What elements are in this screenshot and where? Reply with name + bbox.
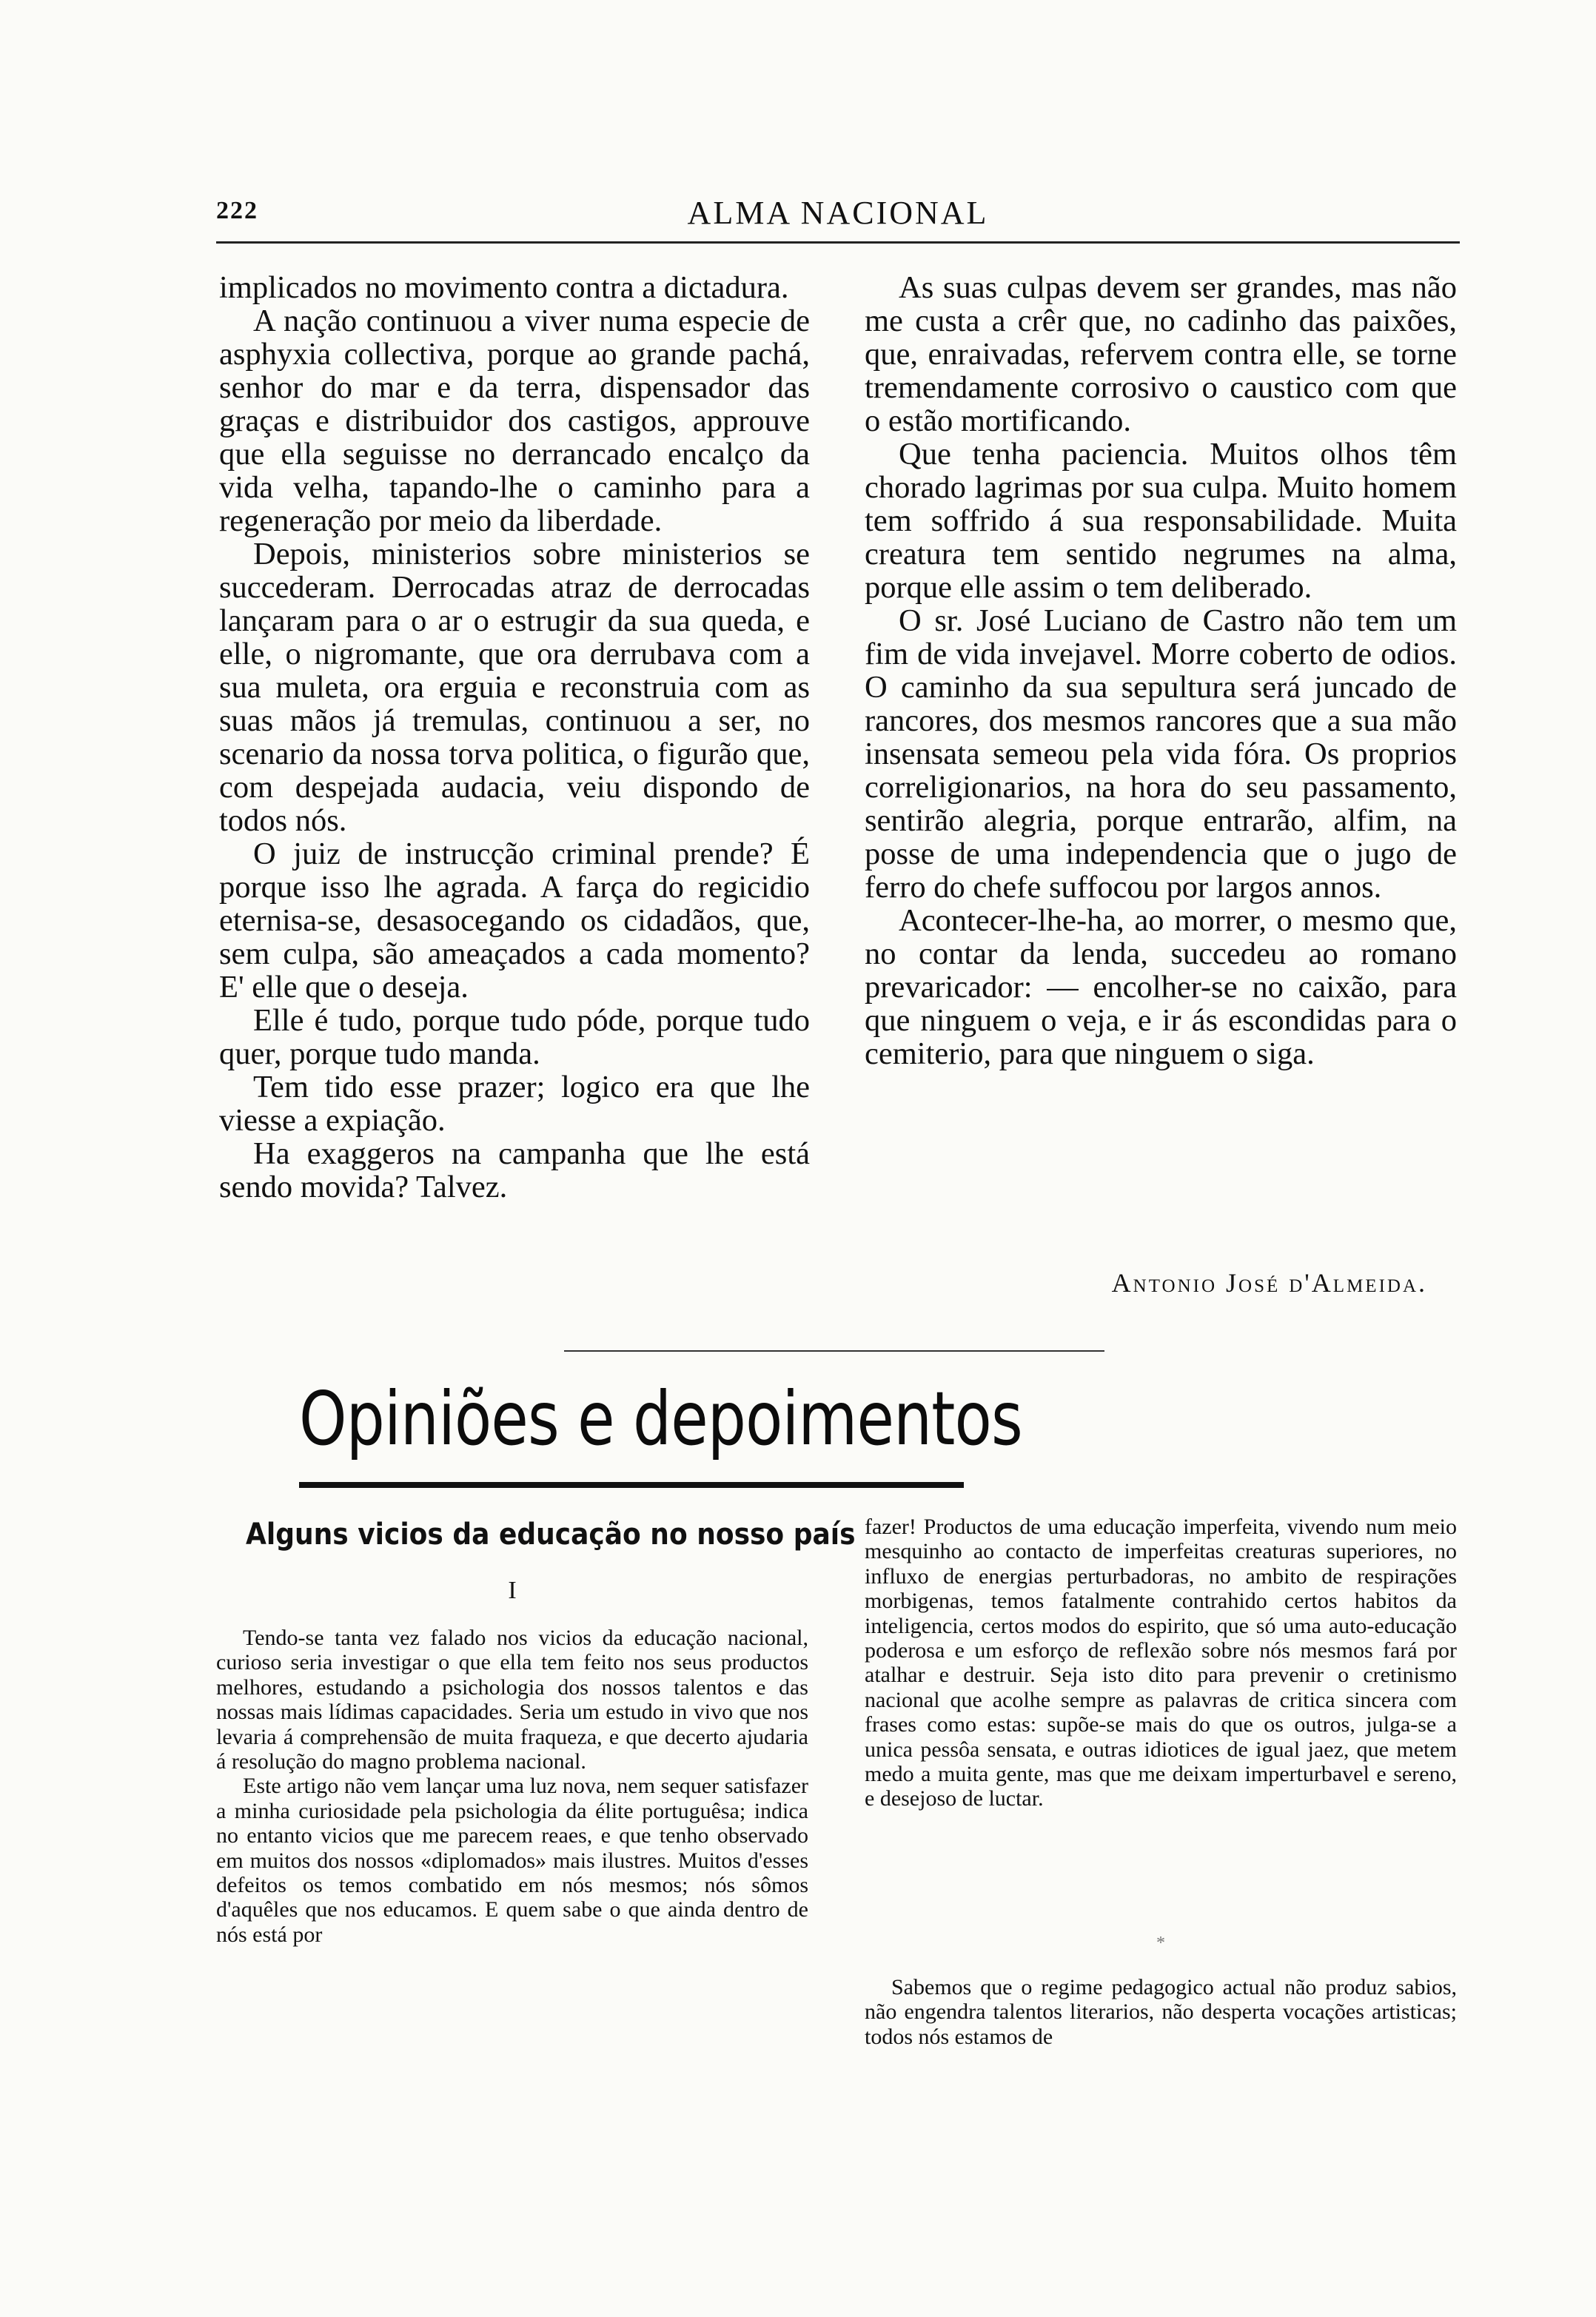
paragraph: Ha exaggeros na campanha que lhe está sendo movida? Talvez. bbox=[219, 1136, 810, 1204]
paragraph: Este artigo não vem lançar uma luz nova, nem sequer satisfazer a minha curiosidade pela psichologia da élite portuguêsa; indica no entanto vicios que me parecem reaes, e que tenho observado em muitos dos nossos «diplomados» mais ilustres. Muitos d'esses defeitos os temos combatido em nós mesmos; nós sômos d'aquêles que nos educamos. E quem sabe o que ainda dentro de nós está por bbox=[216, 1774, 808, 1947]
paragraph: fazer! Productos de uma educação imperfeita, vivendo num meio mesquinho ao contacto de imperfeitas creaturas superiores, no influxo de energias perturbadoras, no ambito de respirações morbigenas, temos fatalmente contrahido certos habitos da inteligencia, certos modos do espirito, que só uma auto-educação poderosa e um esforço de reflexão sobre nós mesmos fará por atalhar e destruir. Seja isto dito para prevenir o cretinismo nacional que acolhe sempre as palavras de critica sincera com frases como estas: supõe-se mais do que os outros, julga-se a unica pessôa sensata, e outras idiotices de igual jaez, que metem medo a muita gente, mas que me deixam imperturbavel e sereno, e desejoso de luctar. bbox=[865, 1515, 1457, 1811]
article-title: Alguns vicios da educação no nosso país bbox=[246, 1518, 856, 1552]
paragraph: O juiz de instrucção criminal prende? É porque isso lhe agrada. A farça do regicidio eternisa-se, desasocegando os cidadãos, que, sem culpa, são ameaçados a cada momento? E' elle que o deseja. bbox=[219, 836, 810, 1005]
section-title-underline bbox=[299, 1482, 964, 1488]
paragraph: implicados no movimento contra a dictadura. bbox=[219, 270, 789, 305]
paragraph: Que tenha paciencia. Muitos olhos têm chorado lagrimas por sua culpa. Muito homem tem soffrido á sua responsabilidade. Muita creatura tem sentido negrumes na alma, porque elle assim o tem deliberado. bbox=[865, 437, 1457, 605]
paragraph: Elle é tudo, porque tudo póde, porque tudo quer, porque tudo manda. bbox=[219, 1003, 810, 1071]
article-column-left bbox=[219, 271, 810, 1204]
asterism: * bbox=[1156, 1934, 1165, 1953]
paragraph: Acontecer-lhe-ha, ao morrer, o mesmo que, no contar da lenda, succedeu ao romano prevaricador: — encolher-se no caixão, para que ninguem o veja, e ir ás escondidas para o cemiterio, para que ninguem o siga. bbox=[865, 903, 1457, 1071]
page-number: 222 bbox=[216, 197, 258, 224]
article2-column-right bbox=[865, 1515, 1457, 1811]
paragraph: Depois, ministerios sobre ministerios se succederam. Derrocadas atraz de derrocadas lançaram para o ar o estrugir da sua queda, e elle, o nigromante, que ora derrubava com a sua muleta, ora erguia e reconstruia com as suas mãos já tremulas, continuou a ser, no scenario da nossa torva politica, o figurão que, com despejada audacia, veiu dispondo de todos nós. bbox=[219, 537, 810, 838]
paragraph: A nação continuou a viver numa especie de asphyxia collectiva, porque ao grande pachá, senhor do mar e da terra, dispensador das graças e distribuidor dos castigos, approuve que ella seguisse no derrancado encalço da vida velha, tapando-lhe o caminho para a regeneração por meio da liberdade. bbox=[219, 304, 810, 538]
part-numeral: I bbox=[508, 1577, 517, 1604]
paragraph: Tem tido esse prazer; logico era que lhe viesse a expiação. bbox=[219, 1070, 810, 1138]
header-rule bbox=[216, 241, 1460, 244]
article-column-right bbox=[865, 271, 1457, 1070]
running-head: ALMA NACIONAL bbox=[687, 195, 989, 231]
paragraph: Tendo-se tanta vez falado nos vicios da educação nacional, curioso seria investigar o que ella tem feito nos seus productos melhores, estudando a psichologia dos nossos talentos e das nossas mais lídimas capacidades. Seria um estudo in vivo que nos levaria á comprehensão de muita fraqueza, e que decerto ajudaria á resolução do magno problema nacional. bbox=[216, 1626, 808, 1774]
paragraph: Sabemos que o regime pedagogico actual não produz sabios, não engendra talentos literarios, não desperta vocações artisticas; todos nós estamos de bbox=[865, 1975, 1457, 2049]
author-signature: Antonio José d'Almeida. bbox=[1111, 1268, 1427, 1298]
paragraph: As suas culpas devem ser grandes, mas não me custa a crêr que, no cadinho das paixões, que, enraivadas, refervem contra elle, se torne tremendamente corrosivo o caustico com que o estão mortificando. bbox=[865, 270, 1457, 438]
section-title: Opiniões e depoimentos bbox=[299, 1375, 1022, 1462]
article2-column-right-continued bbox=[865, 1975, 1457, 2049]
article2-column-left bbox=[216, 1626, 808, 1947]
page-header bbox=[216, 194, 1460, 238]
paragraph: O sr. José Luciano de Castro não tem um fim de vida invejavel. Morre coberto de odios. O caminho da sua sepultura será juncado de rancores, dos mesmos rancores que a sua mão insensata semeou pela vida fóra. Os proprios correligionarios, na hora do seu passamento, sentirão alegria, porque entrarão, alfim, na posse de uma independencia que o jugo de ferro do chefe suffocou por largos annos. bbox=[865, 603, 1457, 905]
section-separator bbox=[564, 1350, 1104, 1352]
